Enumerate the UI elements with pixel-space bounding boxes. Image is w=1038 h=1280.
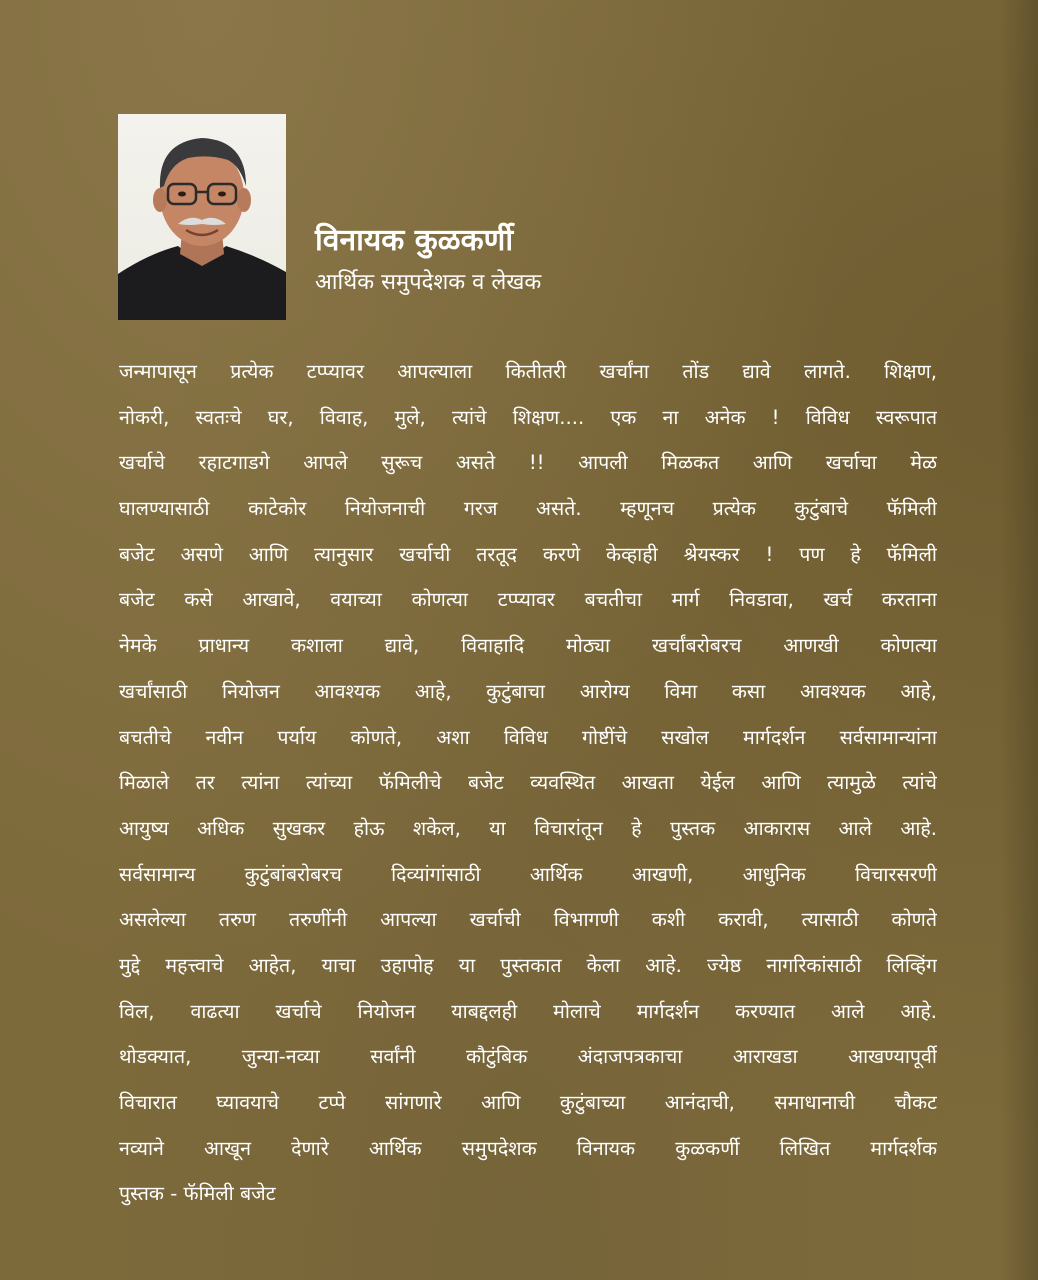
blurb-line: मिळाले तर त्यांना त्यांच्या फॅमिलीचे बजेट व्यवस्थित आखता येईल आणि त्यामुळे त्यांचे [119,771,937,795]
book-blurb [119,349,937,1217]
blurb-line: सर्वसामान्य कुटुंबांबरोबरच दिव्यांगांसाठी आर्थिक आखणी, आधुनिक विचारसरणी [119,862,937,886]
blurb-line: बजेट कसे आखावे, वयाच्या कोणत्या टप्प्यावर बचतीचा मार्ग निवडावा, खर्च करताना [119,588,937,612]
blurb-line: थोडक्यात, जुन्या-नव्या सर्वांनी कौटुंबिक अंदाजपत्रकाचा आराखडा आखण्यापूर्वी [119,1045,937,1069]
blurb-line: खर्चाचे रहाटगाडगे आपले सुरूच असते !! आपली मिळकत आणि खर्चाचा मेळ [119,451,937,475]
blurb-line: बजेट असणे आणि त्यानुसार खर्चाची तरतूद करणे केव्हाही श्रेयस्कर ! पण हे फॅमिली [119,542,937,566]
blurb-line: नेमके प्राधान्य कशाला द्यावे, विवाहादि मोठ्या खर्चांबरोबरच आणखी कोणत्या [119,634,937,658]
author-photo [118,114,286,320]
cover-edge-shadow [1000,0,1038,1280]
author-name: विनायक कुळकर्णी [315,223,514,258]
blurb-line: असलेल्या तरुण तरुणींनी आपल्या खर्चाची विभागणी कशी करावी, त्यासाठी कोणते [119,908,937,932]
blurb-line: पुस्तक - फॅमिली बजेट [119,1182,276,1206]
blurb-line: बचतीचे नवीन पर्याय कोणते, अशा विविध गोष्टींचे सखोल मार्गदर्शन सर्वसामान्यांना [119,725,937,749]
blurb-line: मुद्दे महत्त्वाचे आहेत, याचा उहापोह या पुस्तकात केला आहे. ज्येष्ठ नागरिकांसाठी लिव्हिंग [119,953,937,977]
blurb-line: आयुष्य अधिक सुखकर होऊ शकेल, या विचारांतून हे पुस्तक आकारास आले आहे. [119,816,937,840]
blurb-line: विल, वाढत्या खर्चाचे नियोजन याबद्दलही मोलाचे मार्गदर्शन करण्यात आले आहे. [119,999,937,1023]
blurb-line: घालण्यासाठी काटेकोर नियोजनाची गरज असते. म्हणूनच प्रत्येक कुटुंबाचे फॅमिली [119,497,937,521]
blurb-line: जन्मापासून प्रत्येक टप्प्यावर आपल्याला कितीतरी खर्चांना तोंड द्यावे लागते. शिक्षण, [119,360,937,383]
author-role: आर्थिक समुपदेशक व लेखक [315,270,542,295]
blurb-line: नोकरी, स्वतःचे घर, विवाह, मुले, त्यांचे शिक्षण.... एक ना अनेक ! विविध स्वरूपात [119,405,937,429]
blurb-line: नव्याने आखून देणारे आर्थिक समुपदेशक विनायक कुळकर्णी लिखित मार्गदर्शक [119,1136,937,1160]
author-portrait-illustration [118,114,286,320]
blurb-line: विचारात घ्यावयाचे टप्पे सांगणारे आणि कुटुंबाच्या आनंदाची, समाधानाची चौकट [119,1091,937,1114]
blurb-line: खर्चांसाठी नियोजन आवश्यक आहे, कुटुंबाचा आरोग्य विमा कसा आवश्यक आहे, [119,679,937,703]
